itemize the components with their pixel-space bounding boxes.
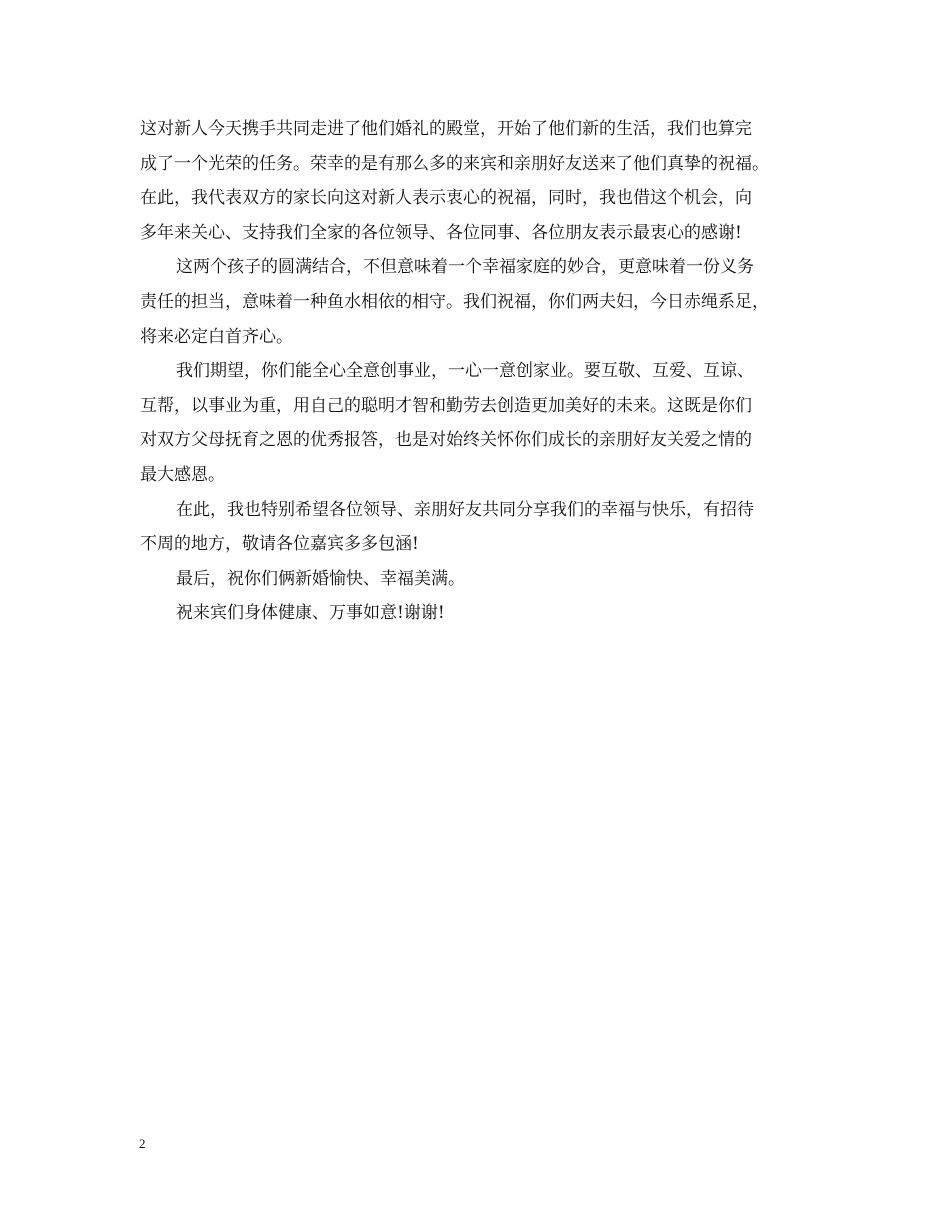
paragraph-2 [140,250,830,354]
paragraph-line: 这两个孩子的圆满结合，不但意味着一个幸福家庭的妙合，更意味着一份义务 [176,257,754,278]
paragraph-line: 在此，我也特别希望各位领导、亲朋好友共同分享我们的幸福与快乐，有招待 [176,499,754,520]
paragraph-line: 最大感恩。 [140,464,225,485]
paragraph-3 [140,354,830,492]
paragraph-line: 最后，祝你们俩新婚愉快、幸福美满。 [176,568,465,589]
paragraph-line: 我们期望，你们能全心全意创事业，一心一意创家业。要互敬、互爱、互谅、 [176,361,754,382]
paragraph-line: 对双方父母抚育之恩的优秀报答，也是对始终关怀你们成长的亲朋好友关爱之情的 [140,430,752,451]
paragraph-line: 责任的担当，意味着一种鱼水相依的相守。我们祝福，你们两夫妇，今日赤绳系足， [140,291,769,312]
paragraph-line: 在此，我代表双方的家长向这对新人表示衷心的祝福，同时，我也借这个机会，向 [140,188,752,209]
paragraph-line: 不周的地方，敬请各位嘉宾多多包涵! [140,534,419,555]
paragraph-6 [140,596,830,631]
paragraph-line: 这对新人今天携手共同走进了他们婚礼的殿堂，开始了他们新的生活，我们也算完 [140,119,752,139]
paragraph-4 [140,493,830,562]
document-body [140,112,830,631]
paragraph-1 [140,112,830,250]
page-number: 2 [139,1136,146,1151]
paragraph-line: 互帮，以事业为重，用自己的聪明才智和勤劳去创造更加美好的未来。这既是你们 [140,395,752,416]
paragraph-line: 多年来关心、支持我们全家的各位领导、各位同事、各位朋友表示最衷心的感谢! [140,222,742,243]
paragraph-5 [140,562,830,597]
paragraph-line: 成了一个光荣的任务。荣幸的是有那么多的来宾和亲朋好友送来了他们真挚的祝福。 [140,153,769,174]
paragraph-line: 将来必定白首齐心。 [140,326,293,347]
paragraph-line: 祝来宾们身体健康、万事如意!谢谢! [176,603,445,624]
